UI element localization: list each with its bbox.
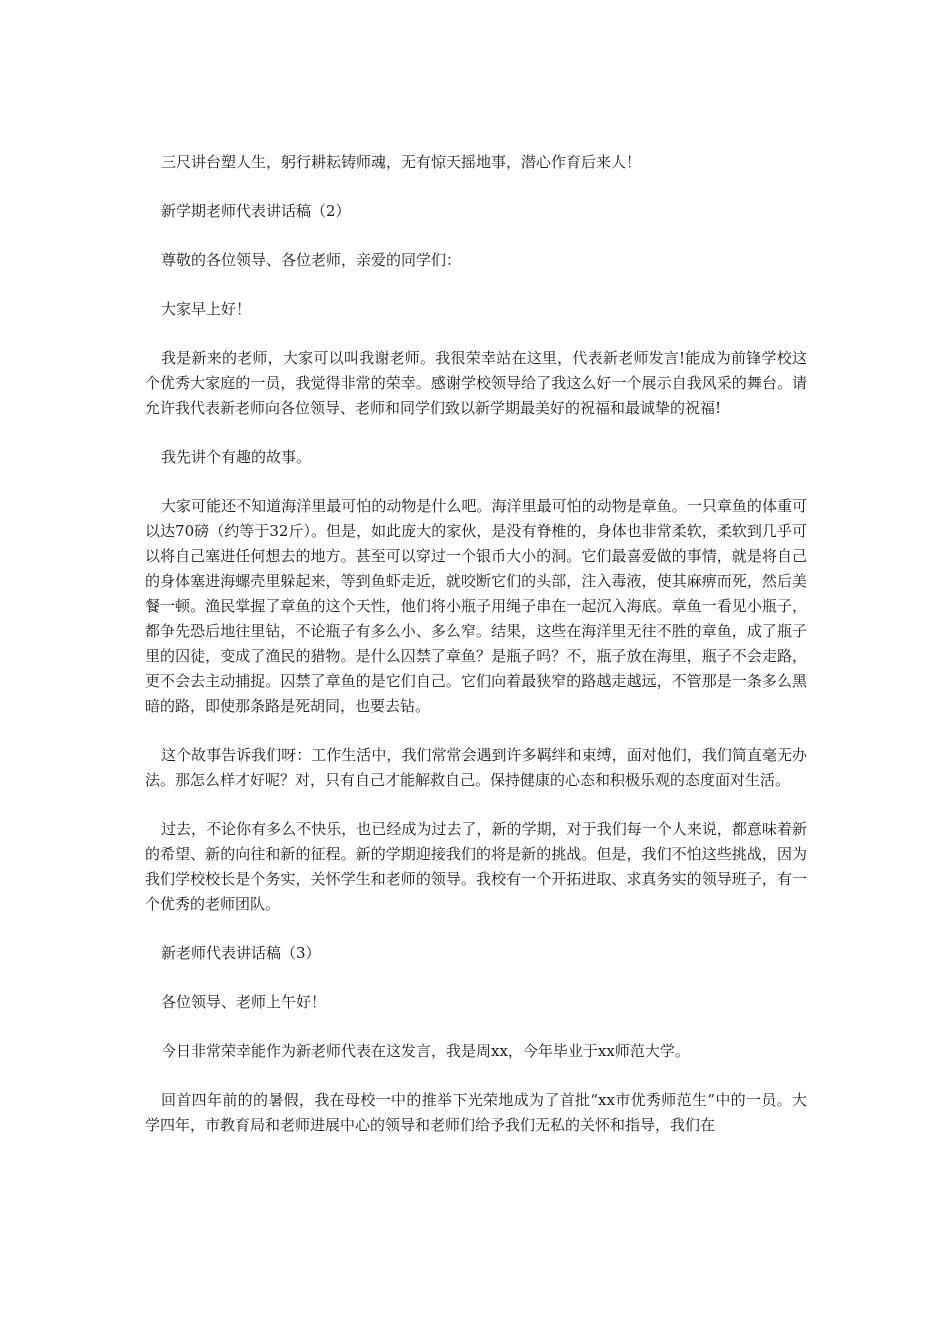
document-body: [145, 150, 807, 1162]
greeting: 各位领导、老师上午好！: [161, 993, 327, 1011]
section-heading-3: 新老师代表讲话稿（3）: [161, 944, 321, 962]
body-paragraph: 过去，不论你有多么不快乐，也已经成为过去了，新的学期，对于我们每一个人来说，都意味着新的希望、新的向往和新的征程。新的学期迎接我们的将是新的挑战。但是，我们不怕这些挑战，因为我们学校校长是个务实，关怀学生和老师的领导。我校有一个开拓进取、求真务实的领导班子，有一个优秀的老师团队。: [145, 820, 807, 913]
salutation: 尊敬的各位领导、各位老师，亲爱的同学们：: [161, 251, 462, 269]
body-paragraph: 今日非常荣幸能作为新老师代表在这发言，我是周xx，今年毕业于xx师范大学。: [161, 1042, 690, 1060]
greeting: 大家早上好！: [161, 300, 252, 318]
body-paragraph: 我先讲个有趣的故事。: [161, 448, 312, 466]
body-paragraph: 这个故事告诉我们呀：工作生活中，我们常常会遇到许多羁绊和束缚，面对他们，我们简直毫无办法。那怎么样才好呢？对，只有自己才能解救自己。保持健康的心态和积极乐观的态度面对生活。: [145, 746, 807, 789]
section-heading-2: 新学期老师代表讲话稿（2）: [161, 202, 351, 220]
body-paragraph: 我是新来的老师，大家可以叫我谢老师。我很荣幸站在这里，代表新老师发言!能成为前锋学校这个优秀大家庭的一员，我觉得非常的荣幸。感谢学校领导给了我这么好一个展示自我风采的舞台。请允许我代表新老师向各位领导、老师和同学们致以新学期最美好的祝福和最诚挚的祝福!: [145, 349, 807, 417]
closing-verse: 三尺讲台塑人生，躬行耕耘铸师魂，无有惊天摇地事，潜心作育后来人！: [161, 153, 642, 171]
body-paragraph: 回首四年前的的暑假，我在母校一中的推举下光荣地成为了首批“xx市优秀师范生”中的一员。大学四年，市教育局和老师进展中心的领导和老师们给予我们无私的关怀和指导，我们在: [145, 1091, 807, 1134]
body-paragraph: 大家可能还不知道海洋里最可怕的动物是什么吧。海洋里最可怕的动物是章鱼。一只章鱼的体重可以达70磅（约等于32斤）。但是，如此庞大的家伙，是没有脊椎的，身体也非常柔软，柔软到几乎可以将自己塞进任何想去的地方。甚至可以穿过一个银币大小的洞。它们最喜爱做的事情，就是将自己的身体塞进海螺壳里躲起来，等到鱼虾走近，就咬断它们的头部，注入毒液，使其麻痹而死，然后美餐一顿。渔民掌握了章鱼的这个天性，他们将小瓶子用绳子串在一起沉入海底。章鱼一看见小瓶子，都争先恐后地往里钻，不论瓶子有多么小、多么窄。结果，这些在海洋里无往不胜的章鱼，成了瓶子里的囚徒，变成了渔民的猎物。是什么囚禁了章鱼？是瓶子吗？不，瓶子放在海里，瓶子不会走路，更不会去主动捕捉。囚禁了章鱼的是它们自己。它们向着最狭窄的路越走越远，不管那是一条多么黑暗的路，即使那条路是死胡同，也要去钻。: [145, 497, 807, 715]
